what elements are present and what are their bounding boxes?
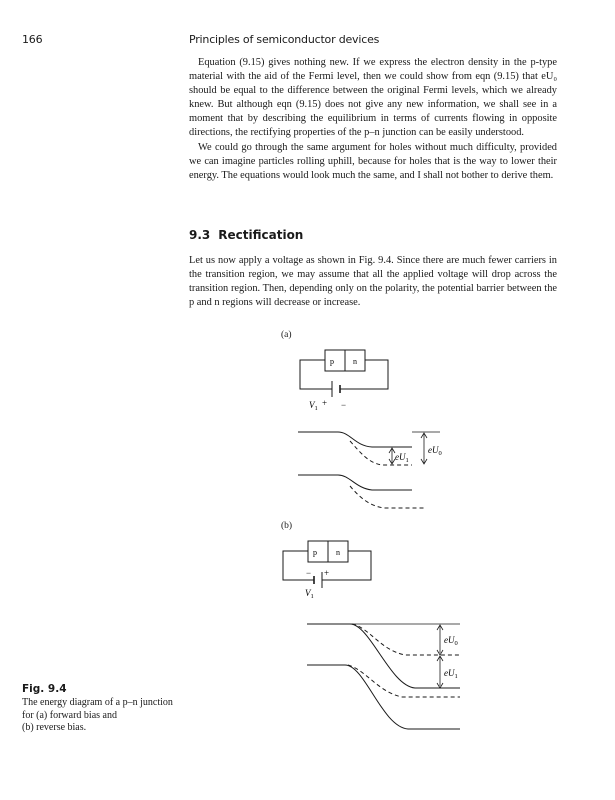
voltage-subscript-a: 1	[314, 405, 318, 412]
wire-left-a	[300, 360, 332, 389]
polarity-left-a: +	[322, 398, 328, 408]
voltage-symbol-b: V	[305, 588, 311, 598]
wire-right-b	[322, 551, 371, 580]
energy-diagram-a	[298, 432, 440, 508]
bias-symbol-a: eU	[395, 452, 406, 462]
bias-subscript-b: 1	[454, 673, 458, 680]
barrier-subscript-b: 0	[454, 640, 458, 647]
voltage-subscript-b: 1	[310, 593, 314, 600]
paragraph: We could go through the same argument for holes without much difficulty, provided we can imagine particles rolling uphill, because for holes that is the way to lower their energy. The equations would look much the same, and I shall not bother to derive them.	[189, 141, 557, 181]
n-region-label-a: n	[353, 357, 357, 366]
n-region-label-b: n	[336, 548, 340, 557]
voltage-label-b	[305, 588, 314, 600]
paragraph: Let us now apply a voltage as shown in Fig. 9.4. Since there are much fewer carriers in the transition region, we may assume that all the applied voltage will drop across the transition region. Then, depending only on the polarity, the potential barrier between the p and n regions will decrease or increase.	[189, 255, 557, 309]
voltage-label-a	[309, 400, 318, 412]
circuit-b	[283, 541, 371, 588]
barrier-symbol-a: eU	[428, 445, 439, 455]
bias-symbol-b: eU	[444, 668, 455, 678]
polarity-right-a: −	[341, 400, 347, 410]
circuit-a	[300, 350, 388, 397]
energy-diagram-b	[307, 624, 460, 729]
page-number: 166	[22, 33, 43, 46]
barrier-label-a	[428, 445, 442, 457]
section-title: Rectification	[218, 228, 304, 242]
p-region-label-b: p	[313, 548, 317, 557]
section-number: 9.3	[189, 228, 211, 242]
bias-label-b	[444, 668, 458, 680]
paragraph: Equation (9.15) gives nothing new. If we express the electron density in the p-type material with the aid of the Fermi level, then we could show from eqn (9.15) that eU₀ should be equal to the difference between the original Fermi levels, which we already knew. But although eqn (9.15) does not give any new information, we shall see in a moment that by describing the equilibrium in terms of currents flowing in opposite directions, the rectifying properties of the p–n junction can be easily understood.	[189, 57, 557, 139]
bias-label-a	[395, 452, 409, 464]
caption-line: The energy diagram of a p–n junction	[22, 697, 173, 708]
figure-panel-a-label: (a)	[281, 330, 292, 340]
voltage-symbol-a: V	[309, 400, 315, 410]
barrier-symbol-b: eU	[444, 635, 455, 645]
conduction-band-b	[307, 624, 460, 688]
polarity-left-b: −	[306, 568, 312, 578]
figure-caption	[22, 683, 192, 735]
caption-line: for (a) forward bias and	[22, 709, 117, 721]
caption-body	[22, 697, 192, 735]
caption-line: (b) reverse bias.	[22, 722, 87, 733]
valence-band-biased-a	[350, 486, 426, 508]
p-region-label-a: p	[330, 357, 334, 366]
polarity-right-b: +	[324, 568, 330, 578]
barrier-subscript-a: 0	[438, 450, 442, 457]
conduction-band-a	[298, 432, 412, 447]
caption-title: Fig. 9.4	[22, 683, 67, 695]
valence-band-a	[298, 475, 412, 490]
wire-right-a	[340, 360, 388, 389]
bias-subscript-a: 1	[405, 457, 409, 464]
figure-panel-b-label: (b)	[281, 521, 293, 531]
barrier-label-b	[444, 635, 458, 647]
running-title: Principles of semiconductor devices	[189, 33, 380, 46]
